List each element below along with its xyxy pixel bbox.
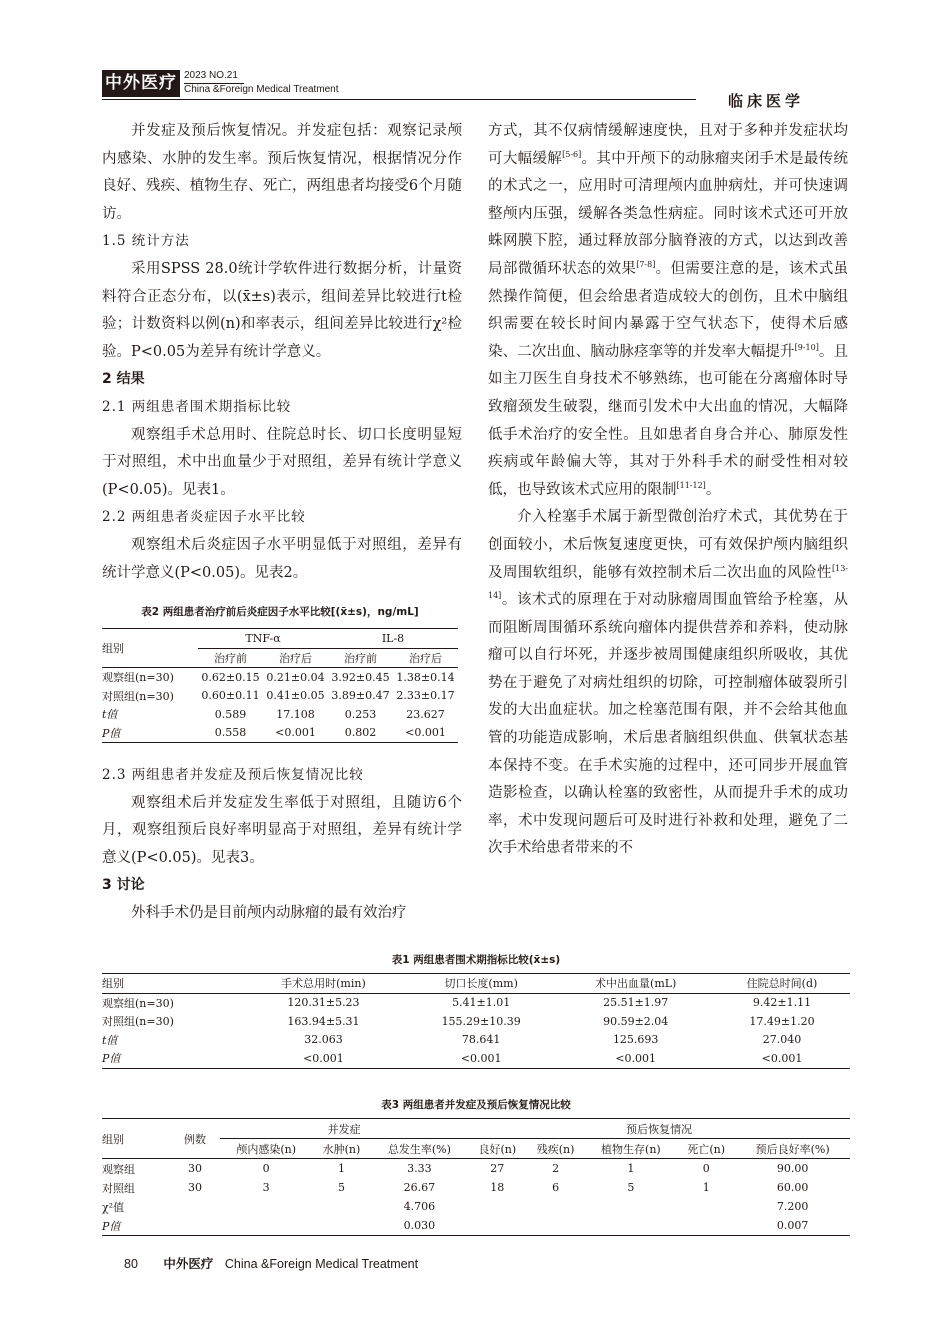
table-header: 并发症 <box>220 1119 468 1139</box>
paragraph: 并发症及预后恢复情况。并发症包括：观察记录颅内感染、水肿的发生率。预后恢复情况，根据情况分作良好、残疾、植物生存、死亡，两组患者均接受6个月随访。 <box>102 123 462 222</box>
section-heading: 2.3 两组患者并发症及预后恢复情况比较 <box>102 767 364 783</box>
left-column-bottom <box>102 762 462 928</box>
table-row: P值 0.558 <0.001 0.802 <0.001 <box>102 724 458 743</box>
table-header: 治疗前 <box>198 648 263 668</box>
table-header: 植物生存(n) <box>585 1139 677 1159</box>
table-row: 对照组 30 3 5 26.67 18 6 5 1 60.00 <box>102 1181 809 1195</box>
paragraph: 外科手术仍是目前颅内动脉瘤的最有效治疗 <box>131 904 407 921</box>
table-1 <box>102 973 850 1069</box>
table-row: 观察组(n=30) 0.62±0.15 0.21±0.04 3.92±0.45 1.38±0.14 <box>102 670 455 685</box>
page-number: 80 <box>124 1257 138 1271</box>
paragraph: 采用SPSS 28.0统计学软件进行数据分析，计量资料符合正态分布，以(x̄±s)表示，组间差异比较进行t检验；计数资料以例(n)和率表示，组间差异比较进行χ²检验。P<0.05为差异有统计学意义。 <box>102 260 462 360</box>
citation: [11-12] <box>676 480 706 490</box>
paragraph: 介入栓塞手术属于新型微创治疗术式，其优势在于创面较小，术后恢复速度更快，可有效保护颅内脑组织及周围软组织，能够有效控制术后二次出血的风险性[13-14]。该术式的原理在于对动脉瘤周围血管给予栓塞，从而阻断周围循环系统向瘤体内提供营养和养料，使动脉瘤可以自行坏死，并逐步被周围健康组织所吸收，其优势在于避免了对病灶组织的切除，可控制瘤体破裂所引发的大出血症状。加之栓塞范围有限，并不会给其他血管的功能造成影响，术后患者脑组织供血、供氧状态基本保持不变。在手术实施的过程中，还可同步开展血管造影检查，以确认栓塞的致密性，从而提升手术的成功率，术中发现问题后可及时进行补救和处理，避免了二次手术给患者带来的不 <box>488 509 848 857</box>
table-header: 预后良好率(%) <box>735 1139 850 1159</box>
table-header: 治疗后 <box>263 648 328 668</box>
journal-logo: 中外医疗 <box>102 70 180 97</box>
section-heading: 1.5 统计方法 <box>102 233 190 250</box>
table-header: 住院总时间(d) <box>714 974 850 994</box>
table-row: 对照组(n=30) 163.94±5.31 155.29±10.39 90.59±2.04 17.49±1.20 <box>102 1014 815 1029</box>
table-3 <box>102 1118 850 1236</box>
table-header: 术中出血量(mL) <box>557 974 714 994</box>
section-title: 临床医学 <box>728 92 805 110</box>
page-footer <box>124 1254 418 1272</box>
journal-name: China &Foreign Medical Treatment <box>184 84 339 95</box>
table-header: 例数 <box>170 1119 220 1159</box>
table-header: 组别 <box>102 629 198 668</box>
table-header: 组别 <box>102 1119 170 1159</box>
paragraph: 方式，其不仅病情缓解速度快，且对于多种并发症状均可大幅缓解[5-6]。其中开颅下的动脉瘤夹闭手术是最传统的术式之一，应用时可清理颅内血肿病灶，并可快速调整颅内压强，缓解各类急性病症。同时该术式还可开放蛛网膜下腔，通过释放部分脑脊液的方式，以达到改善局部微循环状态的效果[7-8]。但需要注意的是，该术式虽然操作简便，但会给患者造成较大的创伤，且术中脑组织需要在较长时间内暴露于空气状态下，使得术后感染、二次出血、脑动脉痉挛等的并发率大幅提升[9-10]。且如主刀医生自身技术不够熟练，也可能在分离瘤体时导致瘤颈发生破裂，继而引发术中大出血的情况，大幅降低手术治疗的安全性。且如患者自身合并心、肺原发性疾病或年龄偏大等，其对于外科手术的耐受性相对较低，也导致该术式应用的限制[11-12]。 <box>488 123 849 498</box>
right-column <box>488 118 848 863</box>
table-header: 死亡(n) <box>677 1139 735 1159</box>
table-header: 总发生率(%) <box>371 1139 469 1159</box>
table-header: 颅内感染(n) <box>220 1139 312 1159</box>
paragraph: 观察组术后并发症发生率低于对照组，且随访6个月，观察组预后良好率明显高于对照组，差异有统计学意义(P<0.05)。见表3。 <box>102 794 462 866</box>
issue-number: 2023 NO.21 <box>184 70 238 81</box>
table-row: t值 0.589 17.108 0.253 23.627 <box>102 707 445 722</box>
table-header: 预后恢复情况 <box>468 1119 850 1139</box>
citation: [13-14] <box>488 563 848 601</box>
left-column <box>102 118 462 587</box>
paragraph: 观察组手术总用时、住院总时长、切口长度明显短于对照组，术中出血量少于对照组，差异有统计学意义(P<0.05)。见表1。 <box>102 426 462 498</box>
table-row: 对照组(n=30) 0.60±0.11 0.41±0.05 3.89±0.47 2.33±0.17 <box>102 689 455 703</box>
section-heading: 2.2 两组患者炎症因子水平比较 <box>102 509 306 526</box>
header-divider <box>102 99 696 100</box>
table-row: χ²值 4.706 7.200 <box>102 1200 809 1214</box>
table-row: t值 32.063 78.641 125.693 27.040 <box>102 1033 802 1047</box>
table-header: 切口长度(mm) <box>405 974 557 994</box>
table-header: TNF-α <box>198 629 328 649</box>
paragraph: 观察组术后炎症因子水平明显低于对照组，差异有统计学意义(P<0.05)。见表2。 <box>102 536 462 581</box>
table1-caption: 表1 两组患者围术期指标比较(x̄±s) <box>391 954 561 966</box>
table-header: 手术总用时(min) <box>242 974 405 994</box>
table-row: 观察组(n=30) 120.31±5.23 5.41±1.01 25.51±1.97 9.42±1.11 <box>102 996 812 1010</box>
table-header: 治疗前 <box>328 648 393 668</box>
section-heading: 3 讨论 <box>102 877 145 894</box>
table-row: P值 <0.001 <0.001 <0.001 <0.001 <box>102 1049 850 1068</box>
footer-journal-en: China &Foreign Medical Treatment <box>224 1257 419 1271</box>
table-2 <box>102 628 458 743</box>
citation: [9-10] <box>794 342 819 352</box>
table-header: 治疗后 <box>393 648 458 668</box>
table-row: P值 0.030 0.007 <box>102 1216 850 1236</box>
table-header: 组别 <box>102 974 242 994</box>
table3-caption: 表3 两组患者并发症及预后恢复情况比较 <box>381 1099 571 1111</box>
table-header: 残疾(n) <box>526 1139 584 1159</box>
section-heading: 2 结果 <box>102 371 145 388</box>
footer-journal-cn: 中外医疗 <box>163 1256 214 1271</box>
table-row: 观察组 30 0 1 3.33 27 2 1 0 90.00 <box>102 1162 809 1176</box>
section-heading: 2.1 两组患者围术期指标比较 <box>102 398 292 415</box>
citation: [5-6] <box>562 149 582 159</box>
table-header: 水肿(n) <box>312 1139 370 1159</box>
table-header: IL-8 <box>328 629 458 649</box>
table2-caption: 表2 两组患者治疗前后炎症因子水平比较[(x̄±s)，ng/mL] <box>141 606 419 618</box>
citation: [7-8] <box>636 260 656 270</box>
table-header: 良好(n) <box>468 1139 526 1159</box>
